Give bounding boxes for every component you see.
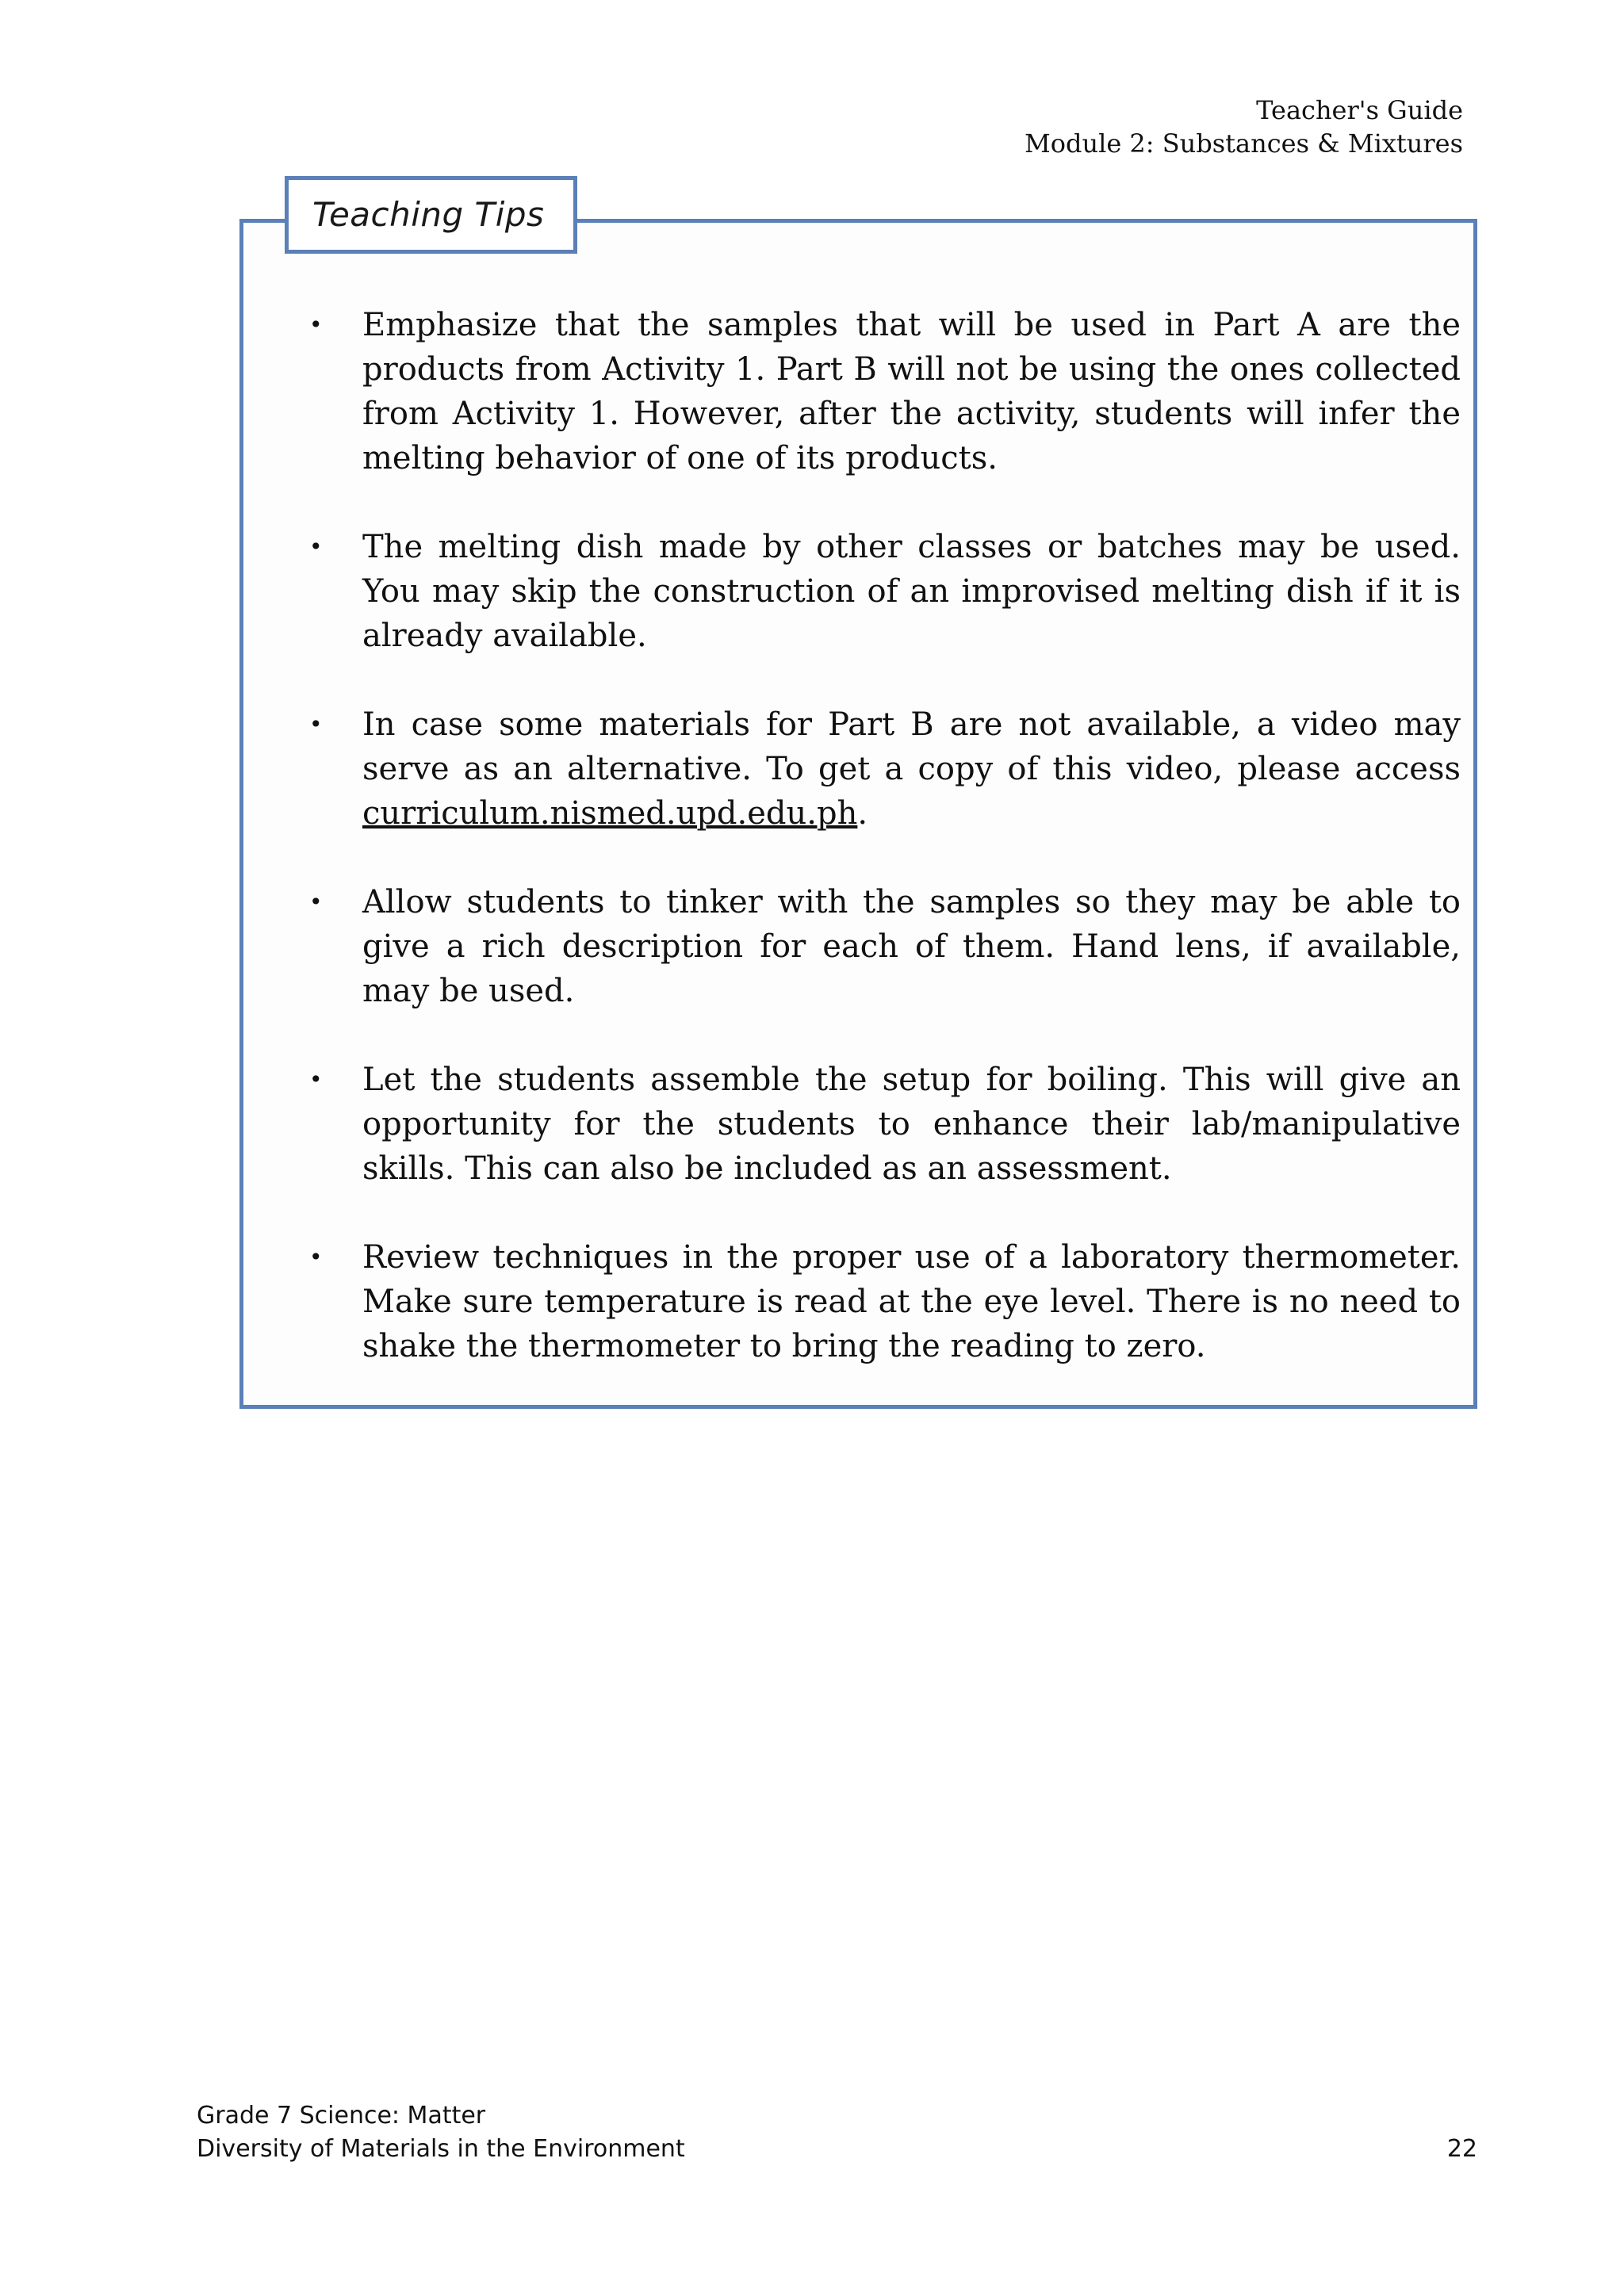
tip-text: Allow students to tinker with the samples so they may be able to give a rich description for each of them. Hand lens, if available, may be used. — [362, 884, 1461, 1009]
tip-text-suffix: . — [857, 795, 868, 832]
teaching-tips-label: Teaching Tips — [285, 176, 577, 254]
bullet-icon: • — [309, 889, 323, 915]
header-module-title: Module 2: Substances & Mixtures — [1024, 128, 1463, 159]
tip-text: In case some materials for Part B are not available, a video may serve as an alternative. To get a copy of this video, please access — [362, 706, 1461, 787]
footer-unit-title: Diversity of Materials in the Environment — [197, 2135, 685, 2163]
tip-item — [309, 1235, 1461, 1368]
tip-text: Let the students assemble the setup for boiling. This will give an opportunity for the students to enhance their lab/manipulative skills. This can also be included as an assessment. — [362, 1062, 1461, 1187]
page-header — [1025, 94, 1463, 160]
tip-item — [309, 880, 1461, 1013]
curriculum-link[interactable]: curriculum.nismed.upd.edu.ph — [362, 795, 858, 832]
teaching-tips-list — [309, 303, 1461, 1413]
tip-item — [309, 303, 1461, 480]
bullet-icon: • — [309, 312, 323, 338]
tip-text: Review techniques in the proper use of a laboratory thermometer. Make sure temperature is read at the eye level. There is no need to shake the thermometer to bring the reading to zero. — [362, 1239, 1461, 1364]
bullet-icon: • — [309, 711, 323, 737]
bullet-icon: • — [309, 1066, 323, 1093]
tip-item — [309, 702, 1461, 836]
header-guide-title: Teacher's Guide — [1256, 95, 1463, 125]
tip-text: Emphasize that the samples that will be used in Part A are the products from Activity 1. Part B will not be using the ones collected from Activity 1. However, after the activity, students will infer the melting behavior of one of its products. — [362, 307, 1461, 476]
footer-course-title: Grade 7 Science: Matter — [197, 2102, 486, 2130]
page-footer — [197, 2099, 1477, 2166]
tip-text: The melting dish made by other classes or batches may be used. You may skip the construction of an improvised melting dish if it is already available. — [362, 529, 1461, 654]
page-number: 22 — [1446, 2135, 1477, 2163]
tip-item — [309, 525, 1461, 658]
tip-text-with-link — [362, 702, 1461, 836]
bullet-icon: • — [309, 534, 323, 560]
tip-item — [309, 1058, 1461, 1191]
bullet-icon: • — [309, 1244, 323, 1270]
